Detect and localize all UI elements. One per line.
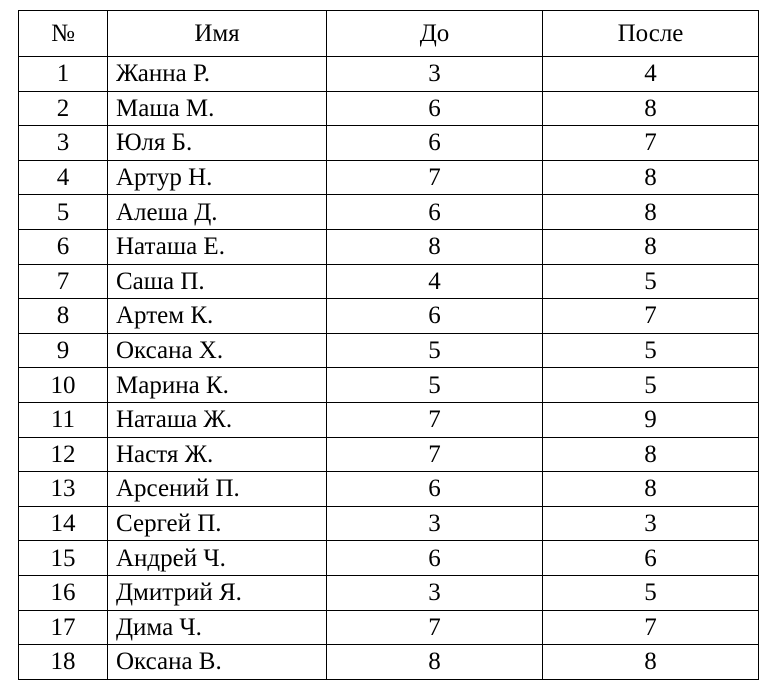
cell-before: 8 (327, 229, 543, 264)
cell-name: Наташа Ж. (108, 402, 327, 437)
cell-number: 6 (19, 229, 108, 264)
cell-after: 8 (543, 437, 759, 472)
cell-before: 3 (327, 506, 543, 541)
cell-after: 3 (543, 506, 759, 541)
cell-number: 2 (19, 91, 108, 126)
cell-number: 16 (19, 575, 108, 610)
cell-name: Оксана В. (108, 645, 327, 680)
cell-before: 3 (327, 575, 543, 610)
cell-before: 6 (327, 472, 543, 507)
cell-name: Артем К. (108, 299, 327, 334)
cell-number: 14 (19, 506, 108, 541)
scores-table (18, 10, 759, 680)
table-row (19, 91, 759, 126)
cell-before: 7 (327, 610, 543, 645)
cell-before: 6 (327, 91, 543, 126)
cell-name: Марина К. (108, 368, 327, 403)
cell-number: 4 (19, 160, 108, 195)
cell-after: 8 (543, 472, 759, 507)
cell-number: 11 (19, 402, 108, 437)
cell-number: 15 (19, 541, 108, 576)
cell-name: Артур Н. (108, 160, 327, 195)
cell-number: 17 (19, 610, 108, 645)
table-row (19, 264, 759, 299)
cell-after: 9 (543, 402, 759, 437)
cell-before: 3 (327, 57, 543, 92)
cell-number: 1 (19, 57, 108, 92)
table-body (19, 57, 759, 680)
cell-after: 6 (543, 541, 759, 576)
cell-after: 8 (543, 229, 759, 264)
cell-after: 8 (543, 91, 759, 126)
cell-before: 6 (327, 299, 543, 334)
cell-number: 12 (19, 437, 108, 472)
cell-number: 5 (19, 195, 108, 230)
table-row (19, 333, 759, 368)
cell-after: 7 (543, 610, 759, 645)
cell-name: Дима Ч. (108, 610, 327, 645)
cell-after: 8 (543, 645, 759, 680)
header-after: После (543, 11, 759, 57)
table-row (19, 437, 759, 472)
table-row (19, 57, 759, 92)
cell-before: 7 (327, 402, 543, 437)
cell-name: Арсений П. (108, 472, 327, 507)
cell-number: 10 (19, 368, 108, 403)
cell-after: 5 (543, 368, 759, 403)
cell-after: 4 (543, 57, 759, 92)
table-row (19, 368, 759, 403)
cell-name: Андрей Ч. (108, 541, 327, 576)
cell-after: 5 (543, 575, 759, 610)
cell-after: 5 (543, 264, 759, 299)
cell-after: 7 (543, 299, 759, 334)
cell-number: 13 (19, 472, 108, 507)
cell-name: Наташа Е. (108, 229, 327, 264)
cell-name: Сергей П. (108, 506, 327, 541)
table-row (19, 229, 759, 264)
table-row (19, 645, 759, 680)
cell-name: Дмитрий Я. (108, 575, 327, 610)
cell-number: 7 (19, 264, 108, 299)
cell-before: 8 (327, 645, 543, 680)
cell-name: Саша П. (108, 264, 327, 299)
cell-name: Оксана Х. (108, 333, 327, 368)
cell-before: 6 (327, 126, 543, 161)
table-row (19, 402, 759, 437)
cell-name: Маша М. (108, 91, 327, 126)
cell-before: 5 (327, 368, 543, 403)
cell-name: Юля Б. (108, 126, 327, 161)
cell-before: 7 (327, 160, 543, 195)
header-before: До (327, 11, 543, 57)
cell-before: 4 (327, 264, 543, 299)
cell-number: 8 (19, 299, 108, 334)
cell-before: 6 (327, 541, 543, 576)
table-row (19, 299, 759, 334)
cell-name: Жанна Р. (108, 57, 327, 92)
cell-number: 9 (19, 333, 108, 368)
cell-before: 7 (327, 437, 543, 472)
cell-after: 5 (543, 333, 759, 368)
cell-number: 3 (19, 126, 108, 161)
cell-name: Настя Ж. (108, 437, 327, 472)
table-row (19, 126, 759, 161)
cell-after: 7 (543, 126, 759, 161)
header-name: Имя (108, 11, 327, 57)
cell-number: 18 (19, 645, 108, 680)
table-row (19, 541, 759, 576)
cell-before: 6 (327, 195, 543, 230)
cell-after: 8 (543, 195, 759, 230)
table-row (19, 610, 759, 645)
cell-after: 8 (543, 160, 759, 195)
cell-name: Алеша Д. (108, 195, 327, 230)
table-row (19, 472, 759, 507)
table-row (19, 575, 759, 610)
table-row (19, 506, 759, 541)
table-row (19, 160, 759, 195)
table-row (19, 195, 759, 230)
header-number: № (19, 11, 108, 57)
table-header-row (19, 11, 759, 57)
cell-before: 5 (327, 333, 543, 368)
